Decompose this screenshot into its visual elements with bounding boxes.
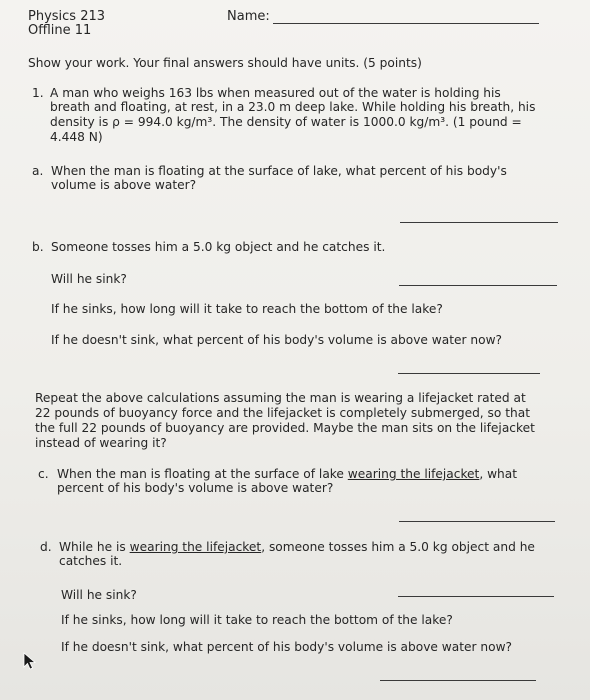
answer-blank-b-percent[interactable] — [398, 373, 540, 374]
underlined-phrase: wearing the lifejacket — [347, 467, 480, 481]
problem-text-line: breath and floating, at rest, in a 23.0 m deep lake. While holding his breath, his — [50, 100, 536, 114]
instructions: Show your work. Your final answers should have units. (5 points) — [28, 56, 422, 70]
answer-blank-d-percent[interactable] — [380, 680, 536, 681]
part-a-text: When the man is floating at the surface of lake, what percent of his body's — [51, 164, 507, 178]
part-c-text: percent of his body's volume is above water? — [57, 481, 334, 495]
part-d-letter: d. — [40, 540, 52, 554]
answer-blank-c[interactable] — [399, 521, 555, 522]
part-c-text: When the man is floating at the surface of lake wearing the lifejacket, what — [57, 467, 518, 481]
part-c-letter: c. — [38, 467, 49, 481]
part-a-letter: a. — [32, 164, 44, 178]
part-b-q-percent: If he doesn't sink, what percent of his body's volume is above water now? — [51, 333, 503, 347]
assignment-title: Offline 11 — [28, 23, 92, 38]
answer-blank-d-sink[interactable] — [398, 596, 554, 597]
part-d-q-sink: Will he sink? — [61, 588, 137, 602]
problem-number: 1. — [32, 86, 44, 100]
answer-blank-b-sink[interactable] — [399, 285, 557, 286]
part-b-q-sink: Will he sink? — [51, 272, 127, 286]
part-a-text: volume is above water? — [51, 178, 197, 192]
course-title: Physics 213 — [28, 9, 106, 24]
part-b-q-time: If he sinks, how long will it take to reach the bottom of the lake? — [51, 302, 443, 316]
cursor-arrow-icon — [22, 652, 38, 670]
problem-text-line: A man who weighs 163 lbs when measured out of the water is holding his — [50, 86, 501, 100]
repeat-text: the full 22 pounds of buoyancy are provided. Maybe the man sits on the lifejacket — [35, 421, 535, 435]
part-d-text: While he is wearing the lifejacket, someone tosses him a 5.0 kg object and he — [59, 540, 535, 554]
repeat-text: instead of wearing it? — [35, 436, 167, 450]
repeat-text: 22 pounds of buoyancy force and the lifejacket is completely submerged, so that — [35, 406, 530, 420]
part-b-letter: b. — [32, 240, 44, 254]
name-label: Name: — [227, 9, 270, 24]
underlined-phrase: wearing the lifejacket — [129, 540, 262, 554]
repeat-text: Repeat the above calculations assuming the man is wearing a lifejacket rated at — [35, 391, 526, 405]
answer-blank-a[interactable] — [400, 222, 558, 223]
part-b-text: Someone tosses him a 5.0 kg object and he catches it. — [51, 240, 386, 254]
problem-text-line: 4.448 N) — [50, 130, 103, 144]
problem-text-line: density is ρ = 994.0 kg/m³. The density of water is 1000.0 kg/m³. (1 pound = — [50, 115, 522, 129]
name-blank[interactable] — [273, 23, 539, 24]
part-d-text: catches it. — [59, 554, 123, 568]
part-d-q-percent: If he doesn't sink, what percent of his body's volume is above water now? — [61, 640, 513, 654]
part-d-q-time: If he sinks, how long will it take to reach the bottom of the lake? — [61, 613, 453, 627]
